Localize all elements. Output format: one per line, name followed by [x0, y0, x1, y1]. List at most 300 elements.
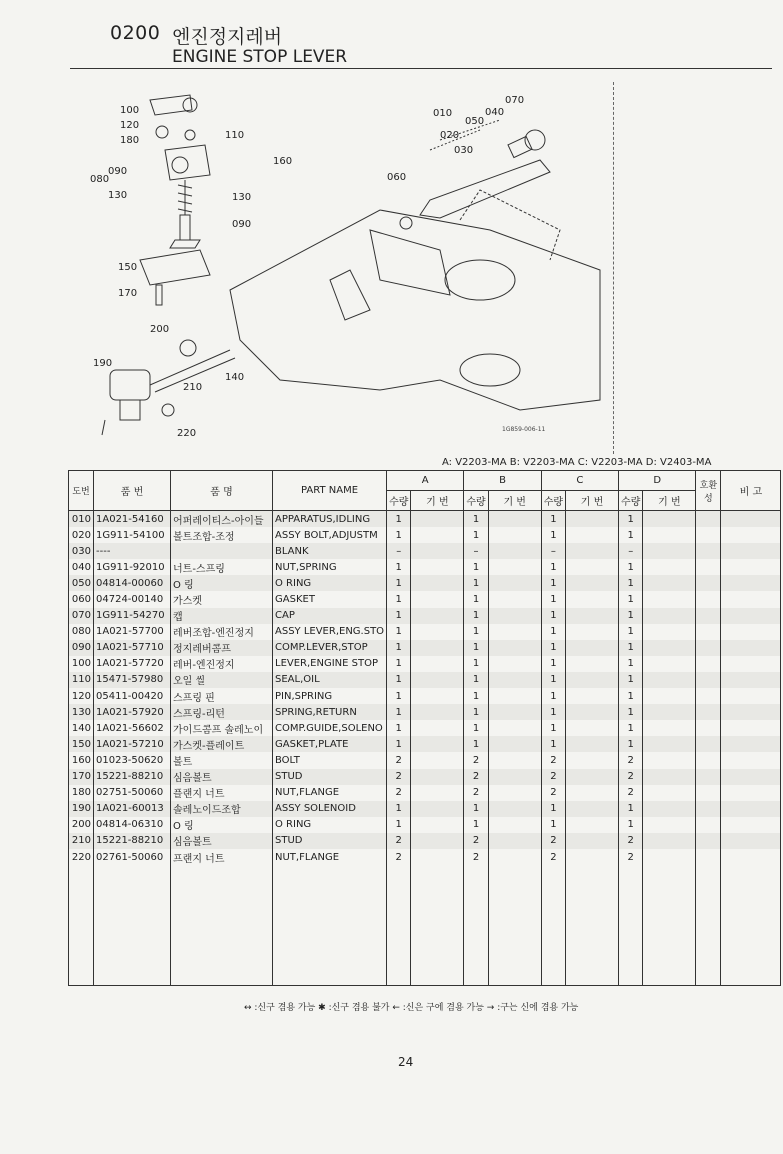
- cell-name-en: BOLT: [273, 752, 387, 768]
- cell-qty-b: 1: [464, 608, 488, 624]
- svg-text:070: 070: [505, 95, 525, 106]
- cell-interchange: [696, 672, 721, 688]
- svg-text:040: 040: [485, 107, 505, 118]
- cell-ref: 050: [69, 575, 94, 591]
- svg-text:160: 160: [273, 156, 293, 167]
- cell-qty-c: 1: [541, 720, 565, 736]
- cell-name-en: ASSY BOLT,ADJUSTM: [273, 527, 387, 543]
- cell-qty-c: 1: [541, 511, 565, 528]
- cell-model-a: [411, 785, 464, 801]
- cell-qty-b: 1: [464, 672, 488, 688]
- cell-interchange: [696, 801, 721, 817]
- return-spring: [178, 180, 192, 215]
- cell-qty-b: 1: [464, 801, 488, 817]
- header-model-a: A: [387, 471, 464, 491]
- cell-name-en: O RING: [273, 575, 387, 591]
- cell-interchange: [696, 752, 721, 768]
- cell-name-en: COMP.LEVER,STOP: [273, 640, 387, 656]
- header-qty-a: 수량: [387, 491, 411, 511]
- cell-qty-b: 1: [464, 817, 488, 833]
- cell-model-d: [643, 640, 696, 656]
- cell-qty-a: 1: [387, 608, 411, 624]
- cell-remarks: [721, 527, 781, 543]
- cell-model-d: [643, 704, 696, 720]
- svg-text:130: 130: [108, 190, 128, 201]
- table-row: [69, 688, 781, 704]
- table-row: [69, 736, 781, 752]
- cell-model-a: [411, 817, 464, 833]
- cell-name-en: APPARATUS,IDLING: [273, 511, 387, 528]
- cell-qty-c: 2: [541, 752, 565, 768]
- cell-model-a: [411, 704, 464, 720]
- cell-interchange: [696, 720, 721, 736]
- cell-interchange: [696, 543, 721, 559]
- cell-qty-d: 1: [619, 575, 643, 591]
- cell-model-a: [411, 656, 464, 672]
- cell-qty-d: 2: [619, 769, 643, 785]
- cell-ref: 210: [69, 833, 94, 849]
- cell-part-no: 15471-57980: [94, 672, 171, 688]
- cell-model-c: [566, 785, 619, 801]
- header-model-c: C: [541, 471, 618, 491]
- cell-qty-b: 2: [464, 769, 488, 785]
- cell-qty-a: 1: [387, 511, 411, 528]
- cell-model-d: [643, 608, 696, 624]
- table-row: [69, 656, 781, 672]
- table-row: [69, 769, 781, 785]
- cell-interchange: [696, 769, 721, 785]
- cell-model-b: [488, 769, 541, 785]
- cell-qty-b: 1: [464, 704, 488, 720]
- cell-name-en: COMP.GUIDE,SOLENO: [273, 720, 387, 736]
- cell-qty-c: 1: [541, 559, 565, 575]
- cell-remarks: [721, 720, 781, 736]
- cell-part-no: 1A021-57210: [94, 736, 171, 752]
- cell-qty-d: 2: [619, 785, 643, 801]
- cell-model-b: [488, 640, 541, 656]
- cell-model-b: [488, 575, 541, 591]
- cell-model-b: [488, 720, 541, 736]
- cell-name-en: BLANK: [273, 543, 387, 559]
- cell-ref: 090: [69, 640, 94, 656]
- cell-part-no: 04814-06310: [94, 817, 171, 833]
- table-filler: [69, 865, 781, 986]
- table-row: [69, 543, 781, 559]
- filler-cell: [541, 865, 565, 986]
- cell-qty-c: 1: [541, 736, 565, 752]
- cell-ref: 030: [69, 543, 94, 559]
- cell-qty-a: 2: [387, 769, 411, 785]
- cell-qty-b: 1: [464, 640, 488, 656]
- header-model-no-a: 기 번: [411, 491, 464, 511]
- cell-model-a: [411, 559, 464, 575]
- filler-cell: [94, 865, 171, 986]
- cell-model-b: [488, 833, 541, 849]
- filler-cell: [387, 865, 411, 986]
- cell-part-no: 1A021-57920: [94, 704, 171, 720]
- cell-name-kr: 심음볼트: [171, 769, 273, 785]
- header-model-b: B: [464, 471, 541, 491]
- cell-model-c: [566, 736, 619, 752]
- cell-qty-c: 1: [541, 527, 565, 543]
- cell-name-kr: 가스켓: [171, 591, 273, 607]
- cell-qty-b: 2: [464, 833, 488, 849]
- cell-qty-b: 1: [464, 656, 488, 672]
- cell-part-no: 04814-00060: [94, 575, 171, 591]
- cell-model-a: [411, 752, 464, 768]
- svg-text:100: 100: [120, 105, 140, 116]
- cell-qty-a: 1: [387, 817, 411, 833]
- svg-text:180: 180: [120, 135, 140, 146]
- cell-model-d: [643, 769, 696, 785]
- cell-remarks: [721, 591, 781, 607]
- cell-model-b: [488, 527, 541, 543]
- cell-model-a: [411, 543, 464, 559]
- cell-part-no: 02751-50060: [94, 785, 171, 801]
- filler-cell: [171, 865, 273, 986]
- cell-model-b: [488, 817, 541, 833]
- svg-text:030: 030: [454, 145, 474, 156]
- cell-model-c: [566, 833, 619, 849]
- cell-model-b: [488, 736, 541, 752]
- cell-ref: 130: [69, 704, 94, 720]
- cell-qty-d: 1: [619, 591, 643, 607]
- cell-interchange: [696, 511, 721, 528]
- cell-qty-d: 1: [619, 608, 643, 624]
- header-qty-c: 수량: [541, 491, 565, 511]
- table-row: [69, 849, 781, 865]
- cell-remarks: [721, 769, 781, 785]
- cell-model-b: [488, 511, 541, 528]
- cell-name-en: ASSY SOLENOID: [273, 801, 387, 817]
- cell-qty-c: 2: [541, 849, 565, 865]
- diagram-divider: [613, 82, 614, 454]
- cell-ref: 170: [69, 769, 94, 785]
- cell-remarks: [721, 752, 781, 768]
- cell-model-c: [566, 817, 619, 833]
- cell-model-d: [643, 656, 696, 672]
- cell-model-d: [643, 543, 696, 559]
- cell-ref: 020: [69, 527, 94, 543]
- cell-remarks: [721, 624, 781, 640]
- section-title-english: ENGINE STOP LEVER: [172, 47, 348, 67]
- cell-name-kr: 캡: [171, 608, 273, 624]
- exploded-parts-diagram: [80, 80, 620, 450]
- cell-name-kr: 오일 씰: [171, 672, 273, 688]
- cell-interchange: [696, 785, 721, 801]
- cell-ref: 040: [69, 559, 94, 575]
- cell-model-d: [643, 849, 696, 865]
- page-number: 24: [398, 1055, 414, 1069]
- header-model-no-d: 기 번: [643, 491, 696, 511]
- cell-model-a: [411, 624, 464, 640]
- cell-model-c: [566, 752, 619, 768]
- cell-model-a: [411, 833, 464, 849]
- cell-ref: 100: [69, 656, 94, 672]
- cell-qty-a: 1: [387, 559, 411, 575]
- cell-name-kr: 솔레노이드조합: [171, 801, 273, 817]
- cell-model-b: [488, 849, 541, 865]
- cell-part-no: 01023-50620: [94, 752, 171, 768]
- cell-qty-b: 1: [464, 575, 488, 591]
- cell-qty-d: –: [619, 543, 643, 559]
- header-name-kr: 품 명: [171, 471, 273, 511]
- cell-model-a: [411, 575, 464, 591]
- cell-name-en: NUT,FLANGE: [273, 785, 387, 801]
- cell-model-a: [411, 608, 464, 624]
- filler-cell: [411, 865, 464, 986]
- cell-remarks: [721, 575, 781, 591]
- cell-name-kr: O 링: [171, 575, 273, 591]
- cell-model-b: [488, 559, 541, 575]
- svg-text:050: 050: [465, 116, 485, 127]
- cell-qty-c: 1: [541, 817, 565, 833]
- interchangeability-legend: ↔ :신구 겸용 가능 ✱ :신구 겸용 불가 ← :신은 구에 겸용 가능 → :구는 신에 겸용 가능: [244, 1003, 579, 1013]
- cell-qty-b: 1: [464, 720, 488, 736]
- cell-name-en: PIN,SPRING: [273, 688, 387, 704]
- cell-qty-b: –: [464, 543, 488, 559]
- filler-cell: [643, 865, 696, 986]
- cell-ref: 160: [69, 752, 94, 768]
- cell-interchange: [696, 624, 721, 640]
- cell-ref: 180: [69, 785, 94, 801]
- cell-part-no: 15221-88210: [94, 769, 171, 785]
- cell-model-c: [566, 640, 619, 656]
- cell-model-a: [411, 801, 464, 817]
- cell-model-b: [488, 704, 541, 720]
- cell-remarks: [721, 849, 781, 865]
- cell-name-kr: 너트-스프링: [171, 559, 273, 575]
- cell-qty-a: 1: [387, 575, 411, 591]
- cell-model-c: [566, 704, 619, 720]
- cell-model-b: [488, 688, 541, 704]
- cell-qty-a: 1: [387, 591, 411, 607]
- cell-remarks: [721, 608, 781, 624]
- cell-interchange: [696, 591, 721, 607]
- cell-remarks: [721, 688, 781, 704]
- cell-model-c: [566, 543, 619, 559]
- cell-remarks: [721, 543, 781, 559]
- cell-interchange: [696, 656, 721, 672]
- cell-model-a: [411, 688, 464, 704]
- cell-interchange: [696, 736, 721, 752]
- cell-model-b: [488, 785, 541, 801]
- cell-qty-c: 1: [541, 688, 565, 704]
- cell-remarks: [721, 736, 781, 752]
- cell-interchange: [696, 559, 721, 575]
- cell-part-no: ----: [94, 543, 171, 559]
- cell-qty-c: 2: [541, 833, 565, 849]
- table-row: [69, 608, 781, 624]
- filler-cell: [619, 865, 643, 986]
- cell-qty-d: 1: [619, 704, 643, 720]
- svg-text:110: 110: [225, 130, 245, 141]
- cell-part-no: 1A021-57710: [94, 640, 171, 656]
- cell-part-no: 1A021-57700: [94, 624, 171, 640]
- filler-cell: [464, 865, 488, 986]
- svg-text:200: 200: [150, 324, 170, 335]
- cell-remarks: [721, 817, 781, 833]
- cell-ref: 010: [69, 511, 94, 528]
- svg-text:170: 170: [118, 288, 138, 299]
- table-row: [69, 624, 781, 640]
- cell-qty-a: 1: [387, 688, 411, 704]
- cell-name-en: SPRING,RETURN: [273, 704, 387, 720]
- section-title-korean: 엔진정지레버: [172, 26, 283, 48]
- cell-model-d: [643, 736, 696, 752]
- cell-model-a: [411, 849, 464, 865]
- cell-name-kr: 스프링 핀: [171, 688, 273, 704]
- svg-text:080: 080: [90, 174, 110, 185]
- cell-model-c: [566, 559, 619, 575]
- cell-interchange: [696, 608, 721, 624]
- gasket-plate: [140, 250, 210, 285]
- cell-name-en: CAP: [273, 608, 387, 624]
- cell-model-c: [566, 688, 619, 704]
- cell-name-kr: [171, 543, 273, 559]
- cell-model-b: [488, 608, 541, 624]
- cell-model-d: [643, 801, 696, 817]
- cell-qty-a: –: [387, 543, 411, 559]
- cell-part-no: 15221-88210: [94, 833, 171, 849]
- cell-qty-b: 2: [464, 752, 488, 768]
- cell-qty-b: 2: [464, 785, 488, 801]
- cell-name-kr: 가스켓-플레이트: [171, 736, 273, 752]
- cell-model-b: [488, 672, 541, 688]
- cell-part-no: 05411-00420: [94, 688, 171, 704]
- cell-interchange: [696, 849, 721, 865]
- table-row: [69, 591, 781, 607]
- cell-name-kr: 레버-엔진정지: [171, 656, 273, 672]
- svg-text:010: 010: [433, 108, 453, 119]
- header-model-no-b: 기 번: [488, 491, 541, 511]
- filler-cell: [566, 865, 619, 986]
- table-row: [69, 559, 781, 575]
- cell-model-b: [488, 591, 541, 607]
- cell-qty-b: 1: [464, 591, 488, 607]
- header-ref: 도번: [69, 471, 94, 511]
- cell-qty-b: 1: [464, 559, 488, 575]
- cell-model-d: [643, 559, 696, 575]
- header-interchange: 호환성: [696, 471, 721, 511]
- cell-model-d: [643, 672, 696, 688]
- cell-model-c: [566, 720, 619, 736]
- cell-model-c: [566, 656, 619, 672]
- table-row: [69, 672, 781, 688]
- cell-name-en: STUD: [273, 833, 387, 849]
- cell-part-no: 04724-00140: [94, 591, 171, 607]
- cell-part-no: 1G911-92010: [94, 559, 171, 575]
- cell-qty-d: 1: [619, 720, 643, 736]
- filler-cell: [696, 865, 721, 986]
- cell-part-no: 02761-50060: [94, 849, 171, 865]
- cell-remarks: [721, 511, 781, 528]
- cell-model-d: [643, 785, 696, 801]
- cell-interchange: [696, 527, 721, 543]
- cell-remarks: [721, 672, 781, 688]
- cell-name-en: O RING: [273, 817, 387, 833]
- cell-qty-c: 1: [541, 575, 565, 591]
- cell-qty-a: 2: [387, 833, 411, 849]
- cell-qty-c: 1: [541, 801, 565, 817]
- cell-qty-c: 1: [541, 672, 565, 688]
- cell-qty-b: 1: [464, 736, 488, 752]
- cell-model-c: [566, 608, 619, 624]
- cell-model-d: [643, 720, 696, 736]
- cell-qty-d: 1: [619, 656, 643, 672]
- cell-qty-b: 1: [464, 688, 488, 704]
- cell-qty-c: 1: [541, 704, 565, 720]
- cell-model-d: [643, 833, 696, 849]
- model-legend: A: V2203-MA B: V2203-MA C: V2203-MA D: V2403-MA: [442, 457, 712, 468]
- cell-qty-c: 2: [541, 785, 565, 801]
- svg-text:060: 060: [387, 172, 407, 183]
- svg-text:020: 020: [440, 130, 460, 141]
- cell-model-d: [643, 817, 696, 833]
- cell-qty-a: 1: [387, 656, 411, 672]
- cell-qty-c: –: [541, 543, 565, 559]
- cell-qty-a: 1: [387, 672, 411, 688]
- cell-model-d: [643, 752, 696, 768]
- cell-ref: 060: [69, 591, 94, 607]
- table-row: [69, 720, 781, 736]
- cell-model-c: [566, 769, 619, 785]
- cell-model-a: [411, 769, 464, 785]
- svg-text:190: 190: [93, 358, 113, 369]
- idling-apparatus: [420, 160, 550, 218]
- cell-part-no: 1G911-54270: [94, 608, 171, 624]
- header-qty-d: 수량: [619, 491, 643, 511]
- cell-qty-b: 2: [464, 849, 488, 865]
- cell-qty-d: 1: [619, 527, 643, 543]
- cell-qty-d: 1: [619, 559, 643, 575]
- section-code: 0200: [110, 22, 161, 44]
- table-row: [69, 527, 781, 543]
- cell-ref: 220: [69, 849, 94, 865]
- cell-model-b: [488, 752, 541, 768]
- cell-model-d: [643, 575, 696, 591]
- cell-model-d: [643, 527, 696, 543]
- cell-interchange: [696, 817, 721, 833]
- cell-remarks: [721, 801, 781, 817]
- cell-ref: 120: [69, 688, 94, 704]
- filler-cell: [721, 865, 781, 986]
- filler-cell: [69, 865, 94, 986]
- cell-qty-a: 1: [387, 736, 411, 752]
- table-row: [69, 704, 781, 720]
- cell-name-en: ASSY LEVER,ENG.STO: [273, 624, 387, 640]
- cell-model-a: [411, 720, 464, 736]
- cell-qty-a: 1: [387, 640, 411, 656]
- filler-cell: [488, 865, 541, 986]
- svg-text:090: 090: [108, 166, 128, 177]
- cell-name-kr: 가이드콤프 솔레노이: [171, 720, 273, 736]
- cell-ref: 190: [69, 801, 94, 817]
- cell-remarks: [721, 833, 781, 849]
- cell-name-kr: 플랜지 너트: [171, 785, 273, 801]
- cell-model-a: [411, 511, 464, 528]
- cell-model-d: [643, 688, 696, 704]
- cell-name-en: STUD: [273, 769, 387, 785]
- cell-interchange: [696, 688, 721, 704]
- cell-name-kr: 정지레버콤프: [171, 640, 273, 656]
- cell-ref: 070: [69, 608, 94, 624]
- cell-qty-d: 2: [619, 849, 643, 865]
- cell-qty-c: 1: [541, 591, 565, 607]
- cell-name-kr: 볼트: [171, 752, 273, 768]
- header-qty-b: 수량: [464, 491, 488, 511]
- header-name-en: PART NAME: [273, 471, 387, 511]
